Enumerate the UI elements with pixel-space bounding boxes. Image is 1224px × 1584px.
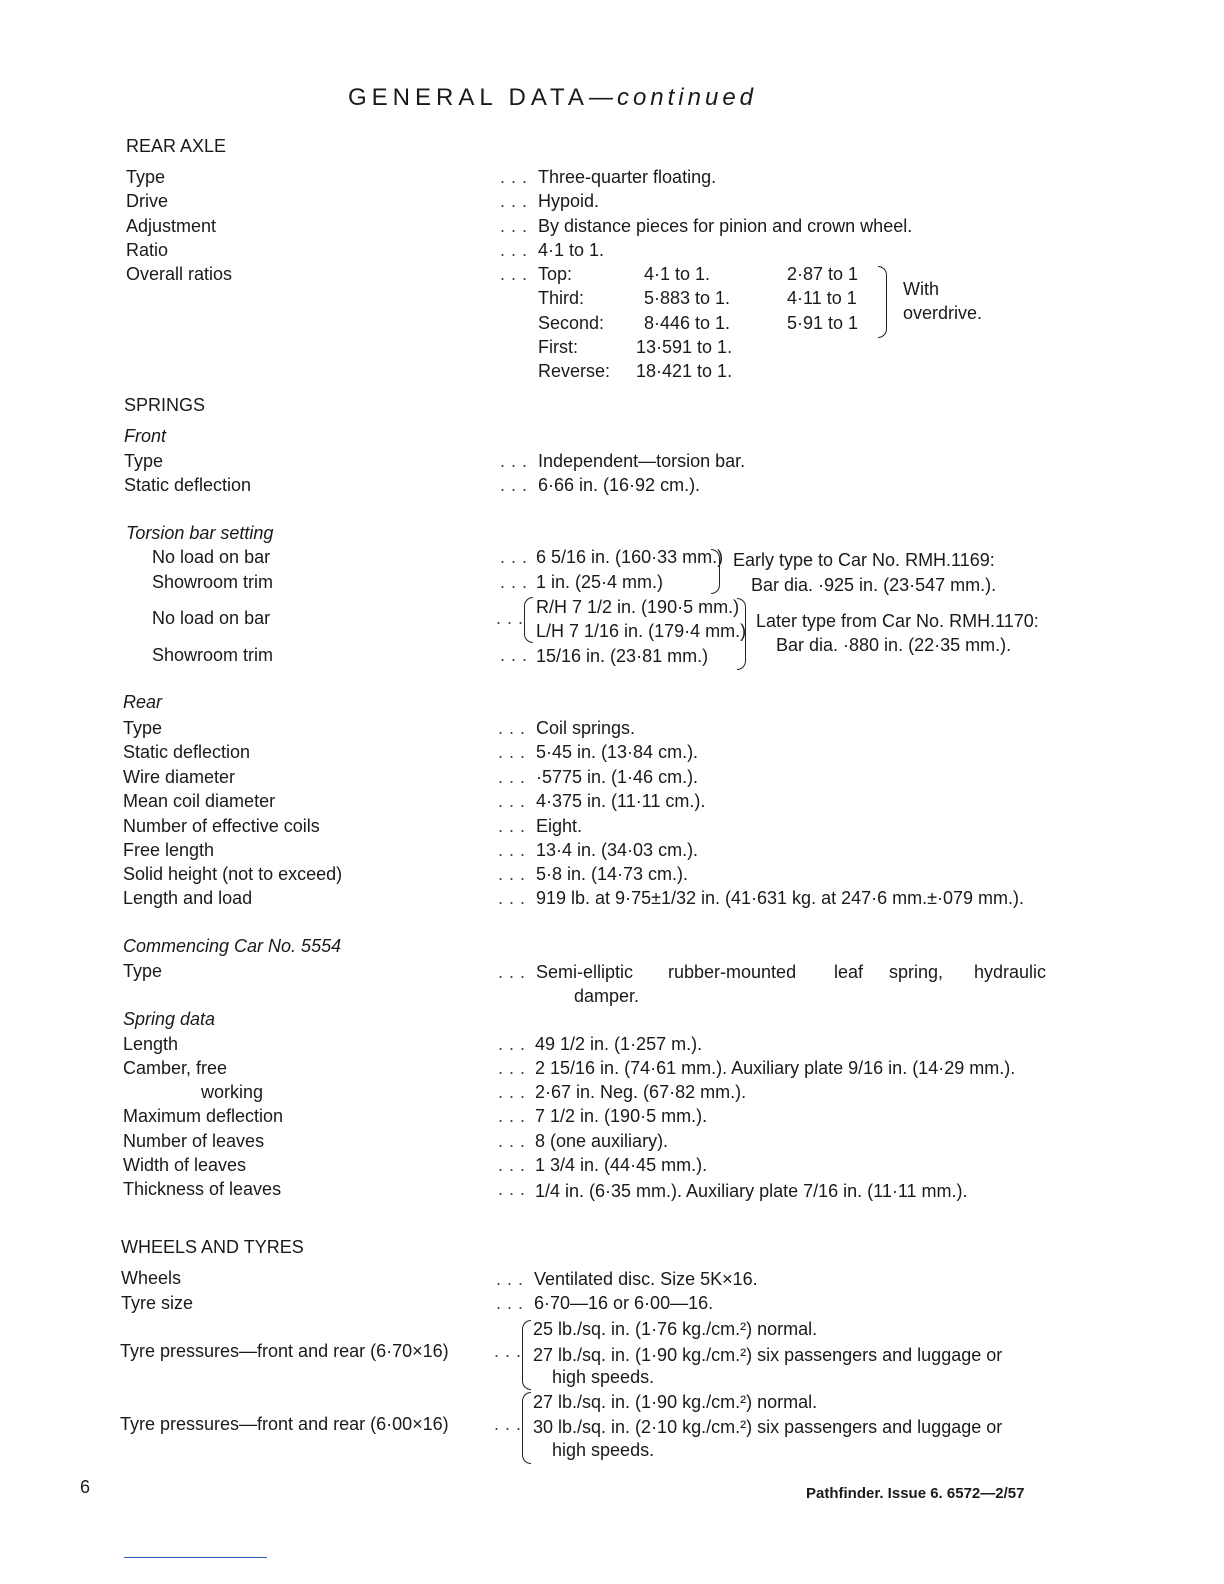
row-value: 6·70—16 or 6·00—16. bbox=[534, 1293, 714, 1313]
dot-leader: ... bbox=[494, 1341, 528, 1361]
row-value: 5·8 in. (14·73 cm.). bbox=[536, 864, 689, 884]
row-label: Wire diameter bbox=[123, 767, 236, 787]
gear-name: Reverse: bbox=[538, 361, 611, 381]
dot-leader: ... bbox=[498, 1106, 532, 1126]
row-label: Thickness of leaves bbox=[123, 1179, 282, 1199]
row-value: ·5775 in. (1·46 cm.). bbox=[536, 767, 699, 787]
row-value: 6·66 in. (16·92 cm.). bbox=[538, 475, 701, 495]
dot-leader: ... bbox=[498, 864, 532, 884]
gear-name: Second: bbox=[538, 313, 605, 333]
row-value: 2 15/16 in. (74·61 mm.). Auxiliary plate 9/16 in. (14·29 mm.). bbox=[535, 1058, 1016, 1078]
row-value: 7 1/2 in. (190·5 mm.). bbox=[535, 1106, 708, 1126]
row-label: Solid height (not to exceed) bbox=[123, 864, 343, 884]
subheading-spring-data: Spring data bbox=[123, 1009, 216, 1029]
row-label: Showroom trim bbox=[152, 572, 274, 592]
justified-word: rubber-mounted bbox=[668, 962, 797, 982]
overdrive-note: With bbox=[903, 279, 939, 299]
row-value: 1/4 in. (6·35 mm.). Auxiliary plate 7/16 in. (11·11 mm.). bbox=[535, 1181, 968, 1201]
dot-leader: ... bbox=[498, 1082, 532, 1102]
subheading-commencing: Commencing Car No. 5554 bbox=[123, 936, 342, 956]
row-label: No load on bar bbox=[152, 547, 271, 567]
early-type-note: Early type to Car No. RMH.1169: bbox=[733, 550, 995, 570]
tyre-pressure-label: Tyre pressures—front and rear (6·00×16) bbox=[120, 1414, 449, 1434]
row-value: 13·4 in. (34·03 cm.). bbox=[536, 840, 699, 860]
row-value: 2·67 in. Neg. (67·82 mm.). bbox=[535, 1082, 747, 1102]
row-value-cont: damper. bbox=[574, 986, 640, 1006]
row-value: Hypoid. bbox=[538, 191, 600, 211]
pressure-line: high speeds. bbox=[552, 1440, 655, 1460]
dot-leader: ... bbox=[500, 191, 534, 211]
dot-leader: ... bbox=[500, 547, 534, 567]
pressure-line: 30 lb./sq. in. (2·10 kg./cm.²) six passengers and luggage or bbox=[533, 1417, 1003, 1437]
row-label: Type bbox=[126, 167, 166, 187]
dot-leader: ... bbox=[498, 1179, 532, 1199]
early-type-note: Bar dia. ·925 in. (23·547 mm.). bbox=[751, 575, 997, 595]
overdrive-brace bbox=[878, 266, 887, 338]
later-type-note: Bar dia. ·880 in. (22·35 mm.). bbox=[776, 635, 1012, 655]
later-brace bbox=[737, 598, 746, 670]
row-value: Ventilated disc. Size 5K×16. bbox=[534, 1269, 758, 1289]
row-value: By distance pieces for pinion and crown wheel. bbox=[538, 216, 913, 236]
row-label: Drive bbox=[126, 191, 169, 211]
section-heading-springs: SPRINGS bbox=[124, 395, 206, 415]
row-value: Coil springs. bbox=[536, 718, 636, 738]
dot-leader: ... bbox=[500, 264, 534, 284]
pressure-line: 25 lb./sq. in. (1·76 kg./cm.²) normal. bbox=[533, 1319, 818, 1339]
row-label: Type bbox=[124, 451, 164, 471]
dot-leader: ... bbox=[498, 718, 532, 738]
gear-ratio: 8·446 to 1. bbox=[644, 313, 731, 333]
dot-leader: ... bbox=[500, 451, 534, 471]
dot-leader: ... bbox=[496, 608, 530, 628]
row-value: 1 in. (25·4 mm.) bbox=[536, 572, 664, 592]
row-label: Camber, free bbox=[123, 1058, 228, 1078]
dot-leader: ... bbox=[500, 216, 534, 236]
dot-leader: ... bbox=[496, 1269, 530, 1289]
section-heading-wheels: WHEELS AND TYRES bbox=[121, 1237, 304, 1257]
footer-reference: Pathfinder. Issue 6. 6572—2/57 bbox=[806, 1485, 1025, 1502]
dot-leader: ... bbox=[498, 1131, 532, 1151]
early-brace bbox=[711, 549, 720, 594]
row-value: 5·45 in. (13·84 cm.). bbox=[536, 742, 699, 762]
row-value: 8 (one auxiliary). bbox=[535, 1131, 669, 1151]
row-label: Type bbox=[123, 718, 163, 738]
page-number: 6 bbox=[80, 1477, 91, 1497]
pressure-line: 27 lb./sq. in. (1·90 kg./cm.²) normal. bbox=[533, 1392, 818, 1412]
overdrive-ratio: 4·11 to 1 bbox=[787, 288, 857, 308]
justified-word: leaf bbox=[834, 962, 864, 982]
row-label: Number of leaves bbox=[123, 1131, 265, 1151]
dot-leader: ... bbox=[498, 840, 532, 860]
dot-leader: ... bbox=[498, 1058, 532, 1078]
subheading-front: Front bbox=[124, 426, 167, 446]
row-value: Eight. bbox=[536, 816, 583, 836]
row-label: Free length bbox=[123, 840, 215, 860]
row-label: Ratio bbox=[126, 240, 169, 260]
footnote-rule bbox=[124, 1557, 267, 1558]
dot-leader: ... bbox=[500, 645, 534, 665]
pressure-brace bbox=[522, 1392, 531, 1464]
lh-rh-brace bbox=[524, 597, 533, 643]
row-value: Three-quarter floating. bbox=[538, 167, 717, 187]
row-value: 919 lb. at 9·75±1/32 in. (41·631 kg. at 247·6 mm.±·079 mm.). bbox=[536, 888, 1024, 908]
row-label: No load on bar bbox=[152, 608, 271, 628]
dot-leader: ... bbox=[498, 962, 532, 982]
dot-leader: ... bbox=[498, 888, 532, 908]
page-title-suffix: —continued bbox=[588, 84, 758, 111]
row-label: Wheels bbox=[121, 1268, 182, 1288]
pressure-line: high speeds. bbox=[552, 1367, 655, 1387]
dot-leader: ... bbox=[500, 572, 534, 592]
row-label: Static deflection bbox=[124, 475, 252, 495]
dot-leader: ... bbox=[494, 1414, 528, 1434]
gear-ratio: 5·883 to 1. bbox=[644, 288, 731, 308]
dot-leader: ... bbox=[498, 791, 532, 811]
gear-name: Top: bbox=[538, 264, 573, 284]
dot-leader: ... bbox=[498, 742, 532, 762]
dot-leader: ... bbox=[500, 240, 534, 260]
row-label: Overall ratios bbox=[126, 264, 233, 284]
subheading-torsion: Torsion bar setting bbox=[126, 523, 274, 543]
row-value: 6 5/16 in. (160·33 mm.) bbox=[536, 547, 724, 567]
row-label: Mean coil diameter bbox=[123, 791, 276, 811]
row-value: 15/16 in. (23·81 mm.) bbox=[536, 646, 709, 666]
row-label: Length and load bbox=[123, 888, 253, 908]
overdrive-note: overdrive. bbox=[903, 303, 983, 323]
overdrive-ratio: 2·87 to 1 bbox=[787, 264, 859, 284]
pressure-line: 27 lb./sq. in. (1·90 kg./cm.²) six passengers and luggage or bbox=[533, 1345, 1003, 1365]
dot-leader: ... bbox=[496, 1293, 530, 1313]
overdrive-ratio: 5·91 to 1 bbox=[787, 313, 859, 333]
row-value: Independent—torsion bar. bbox=[538, 451, 746, 471]
dot-leader: ... bbox=[500, 167, 534, 187]
rh-value: R/H 7 1/2 in. (190·5 mm.) bbox=[536, 597, 740, 617]
lh-value: L/H 7 1/16 in. (179·4 mm.) bbox=[536, 621, 747, 641]
row-label: Showroom trim bbox=[152, 645, 274, 665]
row-label: Type bbox=[123, 961, 163, 981]
justified-word: hydraulic bbox=[974, 962, 1047, 982]
gear-name: Third: bbox=[538, 288, 585, 308]
row-value: 4·1 to 1. bbox=[538, 240, 605, 260]
gear-ratio: 4·1 to 1. bbox=[644, 264, 711, 284]
justified-word: spring, bbox=[889, 962, 944, 982]
dot-leader: ... bbox=[500, 475, 534, 495]
tyre-pressure-label: Tyre pressures—front and rear (6·70×16) bbox=[120, 1341, 449, 1361]
pressure-brace bbox=[522, 1320, 531, 1390]
row-value: 4·375 in. (11·11 cm.). bbox=[536, 791, 706, 811]
row-value: 1 3/4 in. (44·45 mm.). bbox=[535, 1155, 708, 1175]
dot-leader: ... bbox=[498, 1155, 532, 1175]
dot-leader: ... bbox=[498, 816, 532, 836]
row-label: Width of leaves bbox=[123, 1155, 247, 1175]
row-label: Tyre size bbox=[121, 1293, 194, 1313]
row-label: Number of effective coils bbox=[123, 816, 320, 836]
row-label: Maximum deflection bbox=[123, 1106, 284, 1126]
dot-leader: ... bbox=[498, 1034, 532, 1054]
row-label: Static deflection bbox=[123, 742, 251, 762]
subheading-rear: Rear bbox=[123, 692, 163, 712]
row-value: 49 1/2 in. (1·257 m.). bbox=[535, 1034, 703, 1054]
dot-leader: ... bbox=[498, 767, 532, 787]
page-title bbox=[348, 84, 757, 112]
gear-ratio: 13·591 to 1. bbox=[636, 337, 733, 357]
justified-word: Semi-elliptic bbox=[536, 962, 634, 982]
row-label: working bbox=[201, 1082, 264, 1102]
page-title-text: GENERAL DATA bbox=[348, 84, 589, 111]
gear-ratio: 18·421 to 1. bbox=[636, 361, 733, 381]
section-heading-rear-axle: REAR AXLE bbox=[126, 136, 227, 156]
later-type-note: Later type from Car No. RMH.1170: bbox=[756, 611, 1039, 631]
row-label: Adjustment bbox=[126, 216, 217, 236]
gear-name: First: bbox=[538, 337, 578, 357]
row-label: Length bbox=[123, 1034, 179, 1054]
